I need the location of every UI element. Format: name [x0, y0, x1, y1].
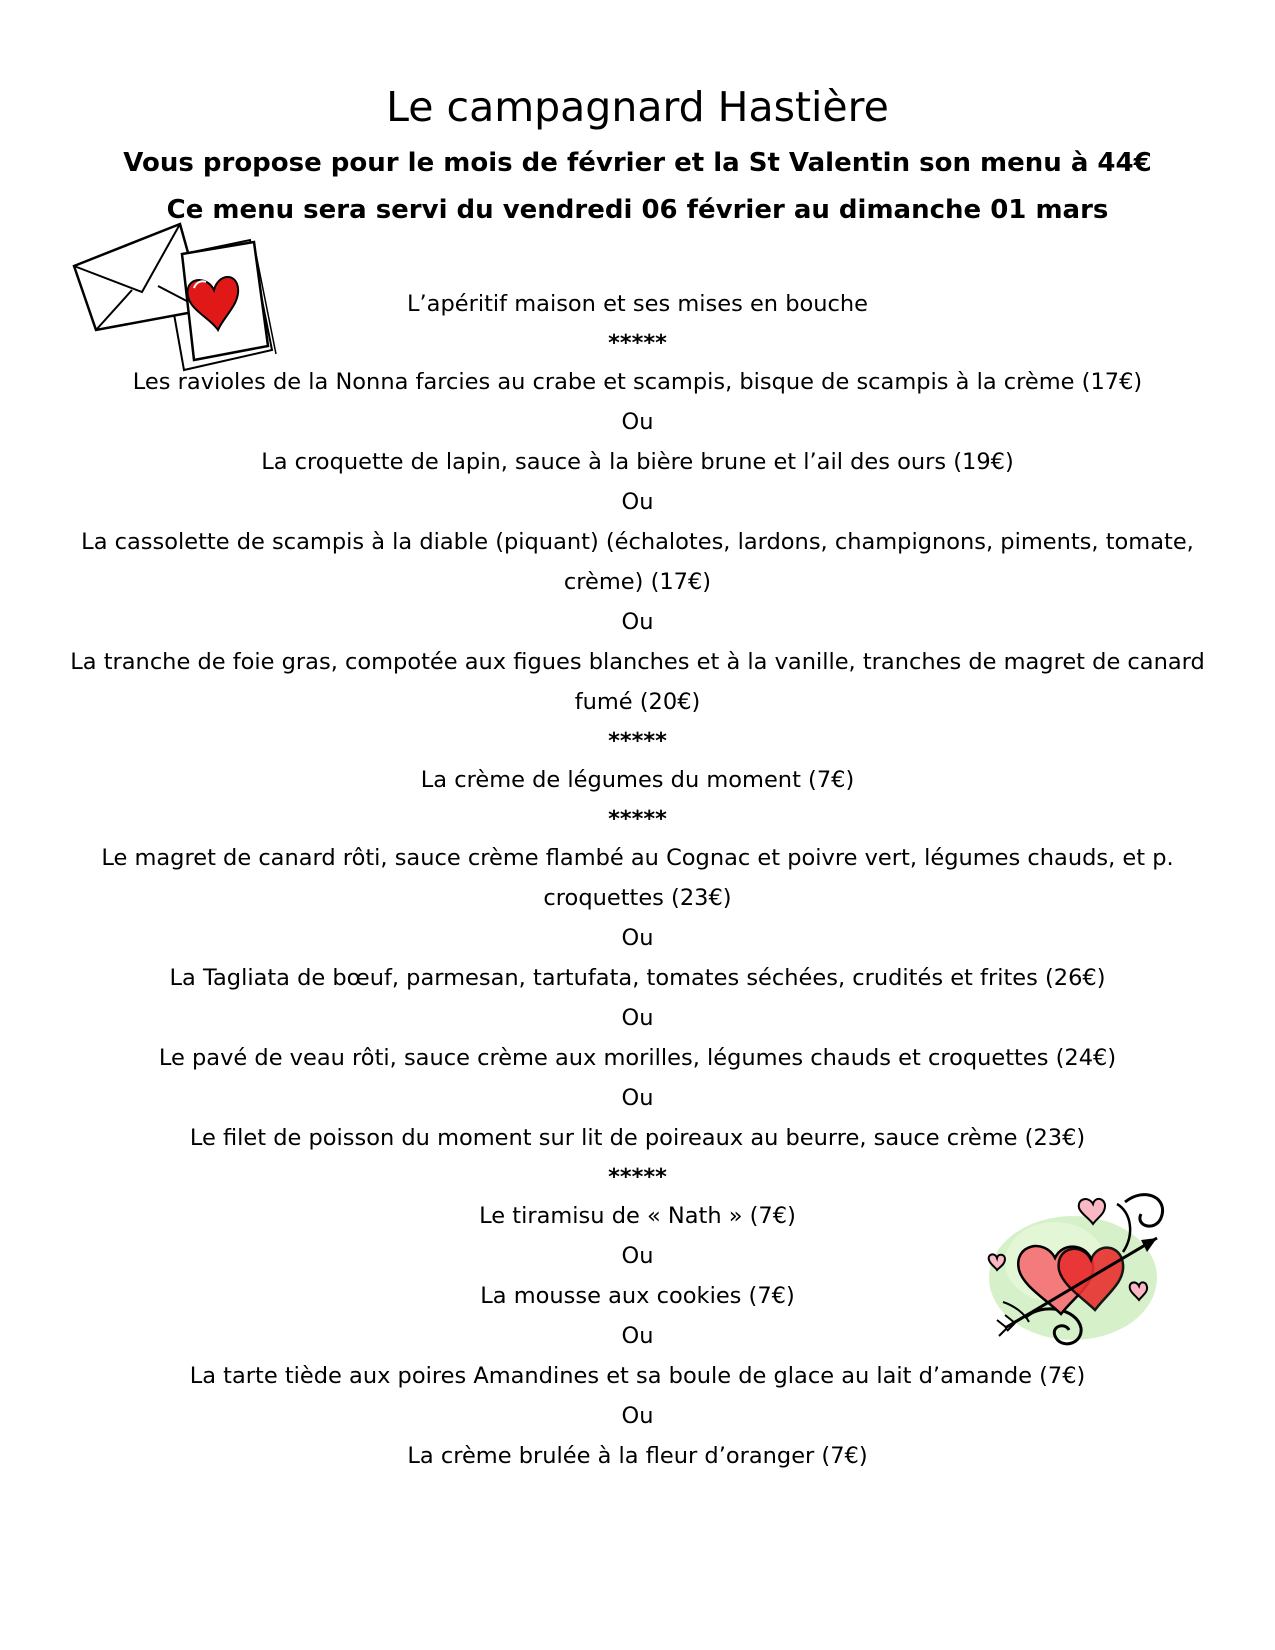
menu-subtitle: Vous propose pour le mois de février et la St Valentin son menu à 44€ — [123, 148, 1152, 178]
menu-item: La cassolette de scampis à la diable (piquant) (échalotes, lardons, champignons, piments, tomate, crème) (17€) — [81, 529, 1194, 595]
or-label: Ou — [621, 1005, 654, 1031]
menu-item: L’apéritif maison et ses mises en bouche — [406, 291, 868, 317]
menu-item: La Tagliata de bœuf, parmesan, tartufata, tomates séchées, crudités et frites (26€) — [169, 965, 1106, 991]
menu-item: La croquette de lapin, sauce à la bière brune et l’ail des ours (19€) — [261, 449, 1014, 475]
or-label: Ou — [621, 1403, 654, 1429]
or-label: Ou — [621, 1243, 654, 1269]
or-label: Ou — [621, 1323, 654, 1349]
or-label: Ou — [621, 1085, 654, 1111]
course-separator: ***** — [608, 1164, 667, 1190]
hearts-arrow-icon — [985, 1182, 1177, 1362]
or-label: Ou — [621, 925, 654, 951]
menu-item: Les ravioles de la Nonna farcies au crabe et scampis, bisque de scampis à la crème (17€) — [132, 369, 1143, 395]
or-label: Ou — [621, 609, 654, 635]
menu-item: La crème brulée à la fleur d’oranger (7€) — [407, 1443, 868, 1469]
menu-item: Le pavé de veau rôti, sauce crème aux morilles, légumes chauds et croquettes (24€) — [158, 1045, 1117, 1071]
course-separator: ***** — [608, 728, 667, 754]
menu-item: Le filet de poisson du moment sur lit de poireaux au beurre, sauce crème (23€) — [189, 1125, 1086, 1151]
menu-item: Le magret de canard rôti, sauce crème flambé au Cognac et poivre vert, légumes chauds, et p. croquettes (23€) — [101, 845, 1174, 911]
menu-item: La crème de légumes du moment (7€) — [420, 767, 855, 793]
menu-item: Le tiramisu de « Nath » (7€) — [479, 1203, 796, 1229]
course-separator: ***** — [608, 330, 667, 356]
menu-item: La tranche de foie gras, compotée aux figues blanches et à la vanille, tranches de magret de canard fumé (20€) — [70, 649, 1205, 715]
or-label: Ou — [621, 409, 654, 435]
menu-dates: Ce menu sera servi du vendredi 06 février au dimanche 01 mars — [166, 195, 1109, 225]
menu-item: La tarte tiède aux poires Amandines et sa boule de glace au lait d’amande (7€) — [189, 1363, 1086, 1389]
course-separator: ***** — [608, 806, 667, 832]
page-title: Le campagnard Hastière — [386, 83, 889, 131]
or-label: Ou — [621, 489, 654, 515]
menu-item: La mousse aux cookies (7€) — [480, 1283, 795, 1309]
